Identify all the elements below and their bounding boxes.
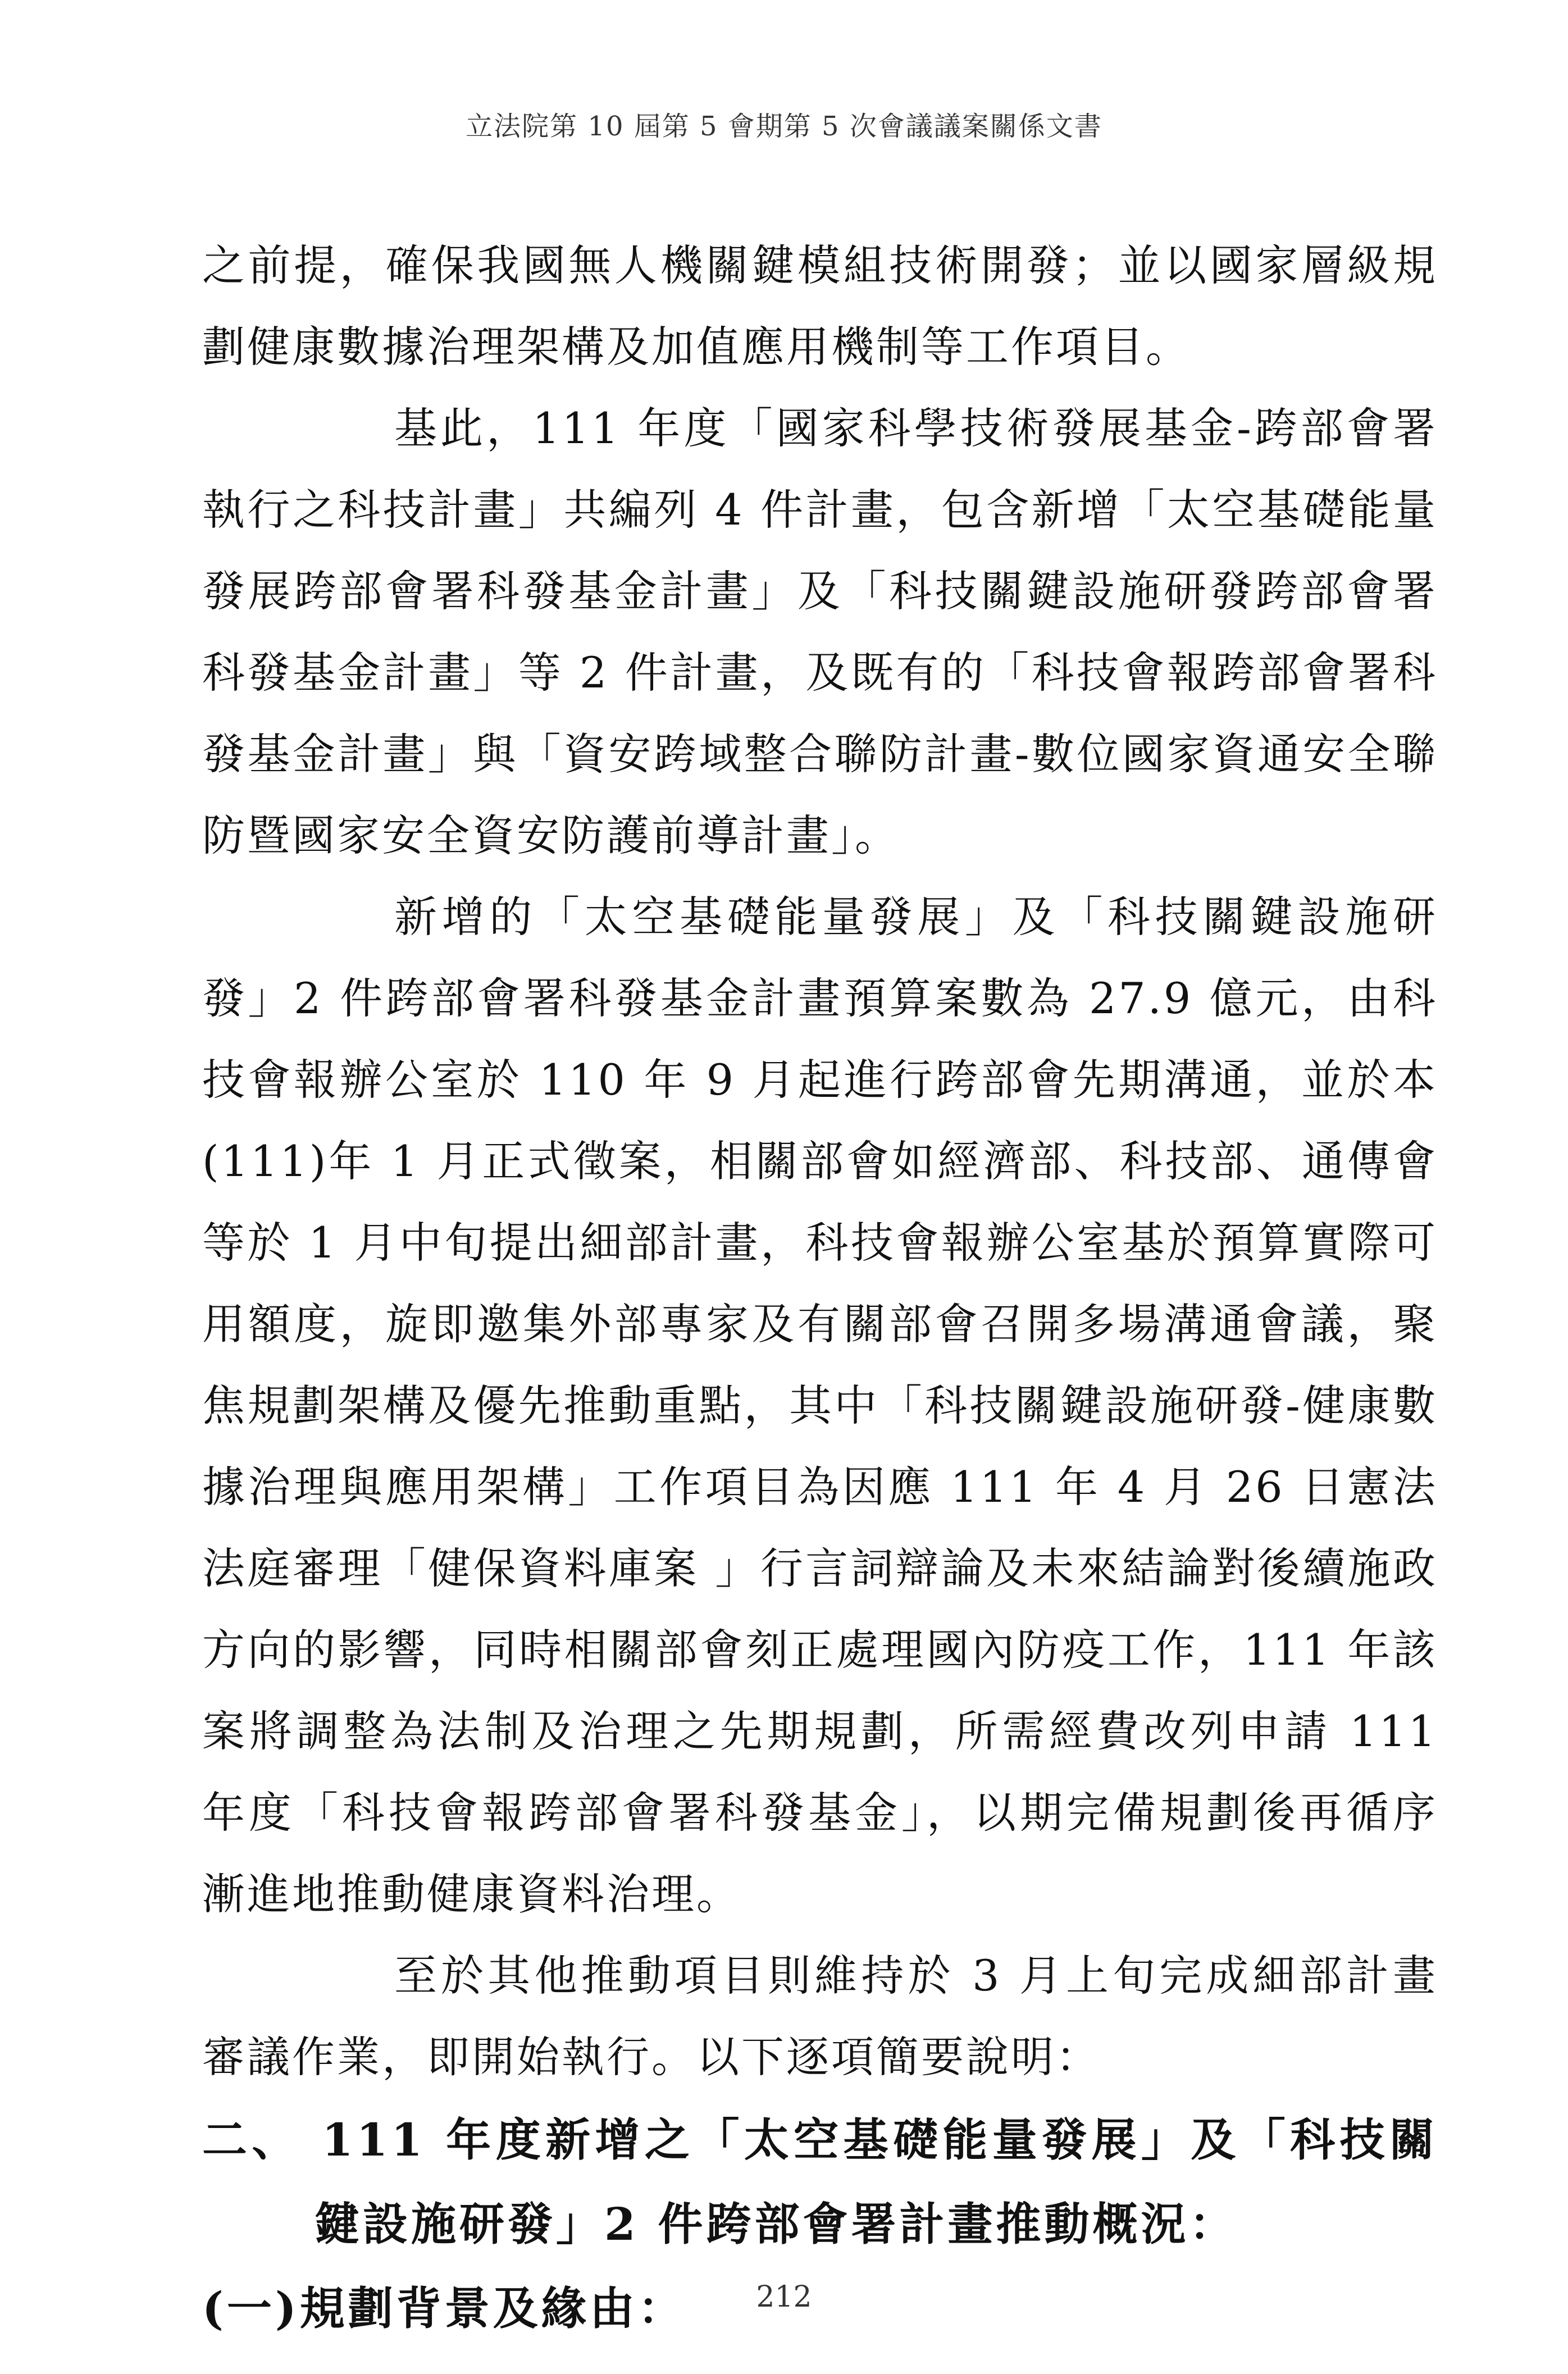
- document-body: [202, 225, 1438, 2350]
- paragraph-new-plans: 新增的「太空基礎能量發展」及「科技關鍵設施研發」2 件跨部會署科發基金計畫預算案數為 27.9 億元，由科技會報辦公室於 110 年 9 月起進行跨部會先期溝通，並於本(111)年 1 月正式徵案，相關部會如經濟部、科技部、通傳會等於 1 月中旬提出細部計畫，科技會報辦公室基於預算實際可用額度，旋即邀集外部專家及有關部會召開多場溝通會議，聚焦規劃架構及優先推動重點，其中「科技關鍵設施研發-健康數據治理與應用架構」工作項目為因應 111 年 4 月 26 日憲法法庭審理「健保資料庫案 」行言詞辯論及未來結論對後續施政方向的影響，同時相關部會刻正處理國內防疫工作，111 年該案將調整為法制及治理之先期規劃，所需經費改列申請 111 年度「科技會報跨部會署科發基金」，以期完備規劃後再循序漸進地推動健康資料治理。: [202, 892, 1438, 1919]
- paragraph-other-items: 至於其他推動項目則維持於 3 月上旬完成細部計畫審議作業，即開始執行。以下逐項簡要說明：: [202, 1951, 1438, 2082]
- sub-heading: (一)規劃背景及緣由：: [202, 2282, 686, 2335]
- page-number: 212: [756, 2280, 812, 2314]
- paragraph-funding-overview: 基此，111 年度「國家科學技術發展基金-跨部會署執行之科技計畫」共編列 4 件計畫，包含新增「太空基礎能量發展跨部會署科發基金計畫」及「科技關鍵設施研發跨部會署科發基金計畫」等 2 件計畫，及既有的「科技會報跨部會署科發基金計畫」與「資安跨域整合聯防計畫-數位國家資通安全聯防暨國家安全資安防護前導計畫」。: [202, 403, 1438, 860]
- section-heading: 二、 111 年度新增之「太空基礎能量發展」及「科技關鍵設施研發」2 件跨部會署計畫推動概況：: [202, 2113, 1438, 2250]
- document-header: 立法院第 10 屆第 5 會期第 5 次會議議案關係文書: [466, 111, 1102, 142]
- paragraph-continuation: 之前提，確保我國無人機關鍵模組技術開發；並以國家層級規劃健康數據治理架構及加值應用機制等工作項目。: [202, 240, 1438, 372]
